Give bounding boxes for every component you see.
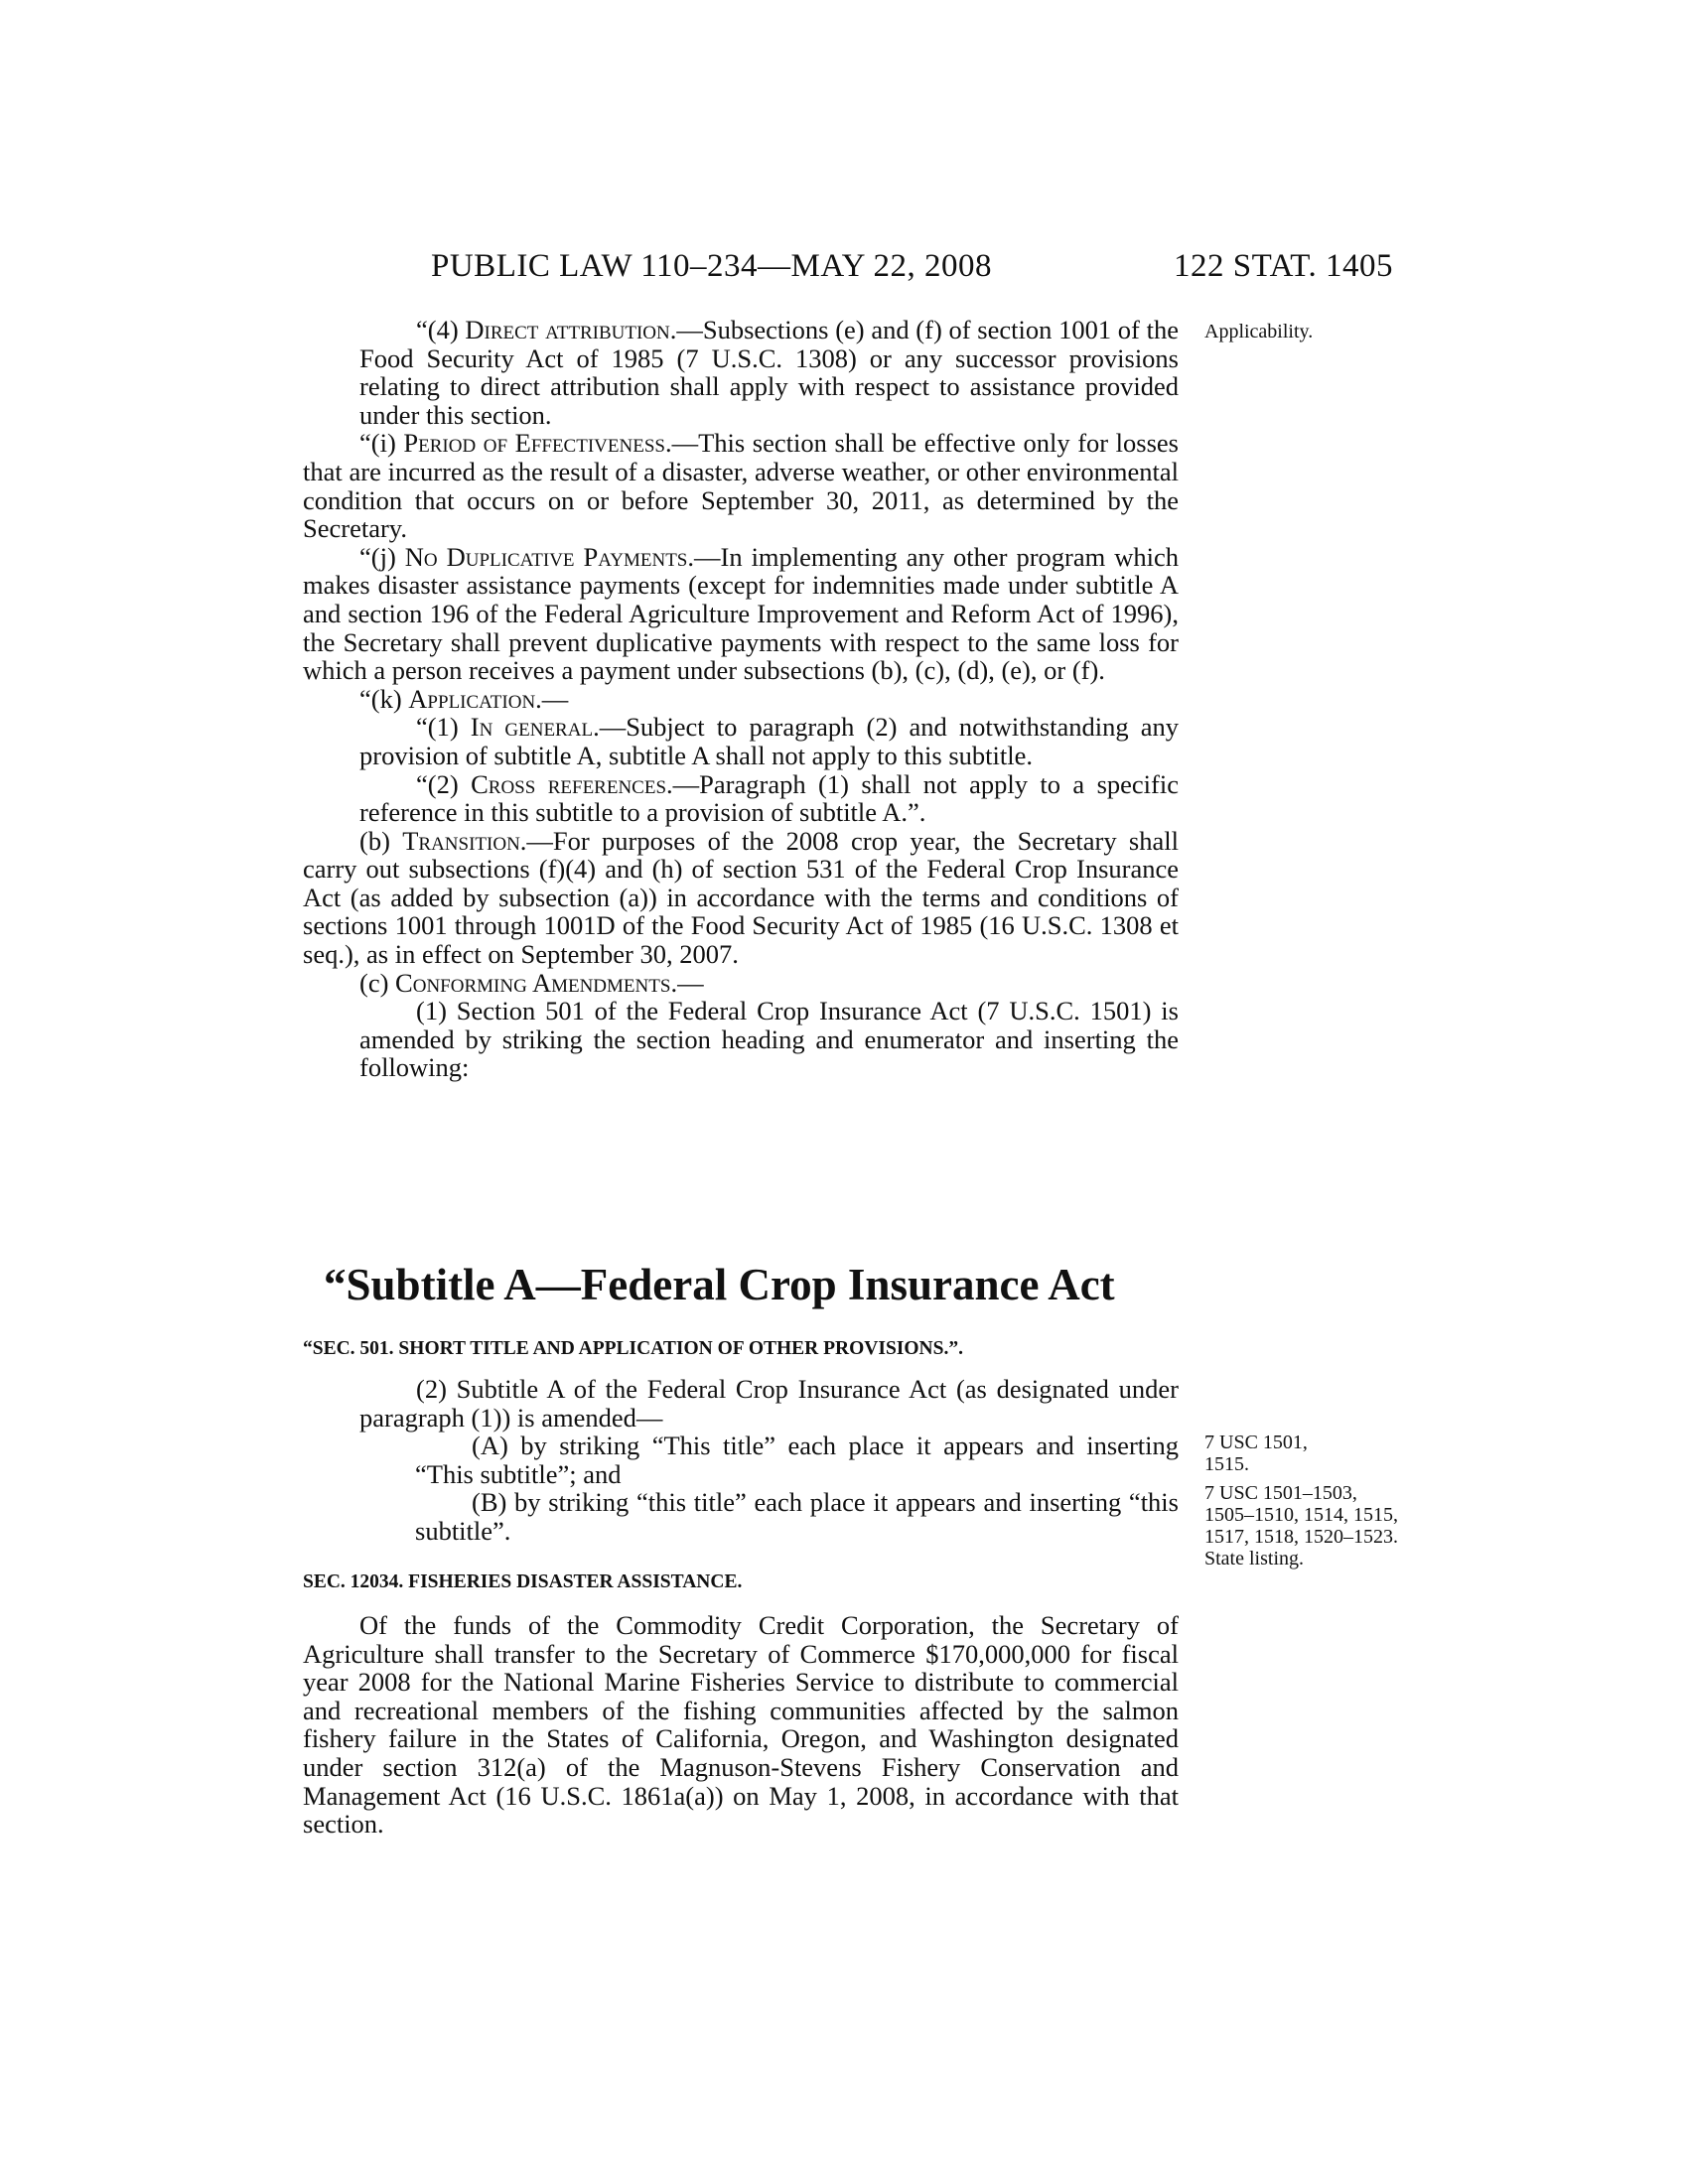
section-12034-heading: SEC. 12034. FISHERIES DISASTER ASSISTANCE. xyxy=(303,1571,743,1592)
paragraph-text: (B) by striking “this title” each place it appears and inserting “this subtitle”. xyxy=(415,1487,1179,1546)
subtitle-heading: “Subtitle A—Federal Crop Insurance Act xyxy=(324,1260,1115,1309)
paragraph-text: .—For purposes of the 2008 crop year, the Secretary shall carry out subsections (f)(4) and (h) of section 531 of the Federal Crop Insurance Act (as added by subsection (a)) in accordance with the terms and conditions of sections 1001 through 1001D of the Food Security Act of 1985 (16 U.S.C. 1308 et seq.), as in effect on September 30, 2007. xyxy=(303,825,1179,970)
paragraph-text: .— xyxy=(535,683,569,714)
paragraph-lead: “(2) xyxy=(416,768,472,799)
paragraph-text: (1) Section 501 of the Federal Crop Insurance Act (7 U.S.C. 1501) is amended by striking the section heading and enumerator and inserting the following: xyxy=(359,996,1179,1083)
margin-note-applicability: Applicability. xyxy=(1204,321,1314,342)
paragraph-text: (A) by striking “This title” each place it appears and inserting “This subtitle”; and xyxy=(415,1431,1179,1489)
paragraph xyxy=(303,316,1179,429)
paragraph xyxy=(303,969,1179,998)
running-header-title: PUBLIC LAW 110–234—MAY 22, 2008 xyxy=(431,248,993,284)
paragraph-lead: (c) xyxy=(359,967,396,998)
body-text-block-3 xyxy=(303,1611,1179,1839)
paragraph-heading: No Duplicative Payments xyxy=(404,541,688,572)
paragraph-text: .—Subsections (e) and (f) of section 1001 of the Food Security Act of 1985 (7 U.S.C. 1308) or any successor provisions relating to direct attribution shall apply with respect to assistance provided under this section. xyxy=(359,315,1179,430)
page-statute-number: 122 STAT. 1405 xyxy=(1174,248,1394,284)
paragraph-text: .—Paragraph (1) shall not apply to a specific reference in this subtitle to a provision of subtitle A.”. xyxy=(359,768,1179,828)
paragraph-heading: Conforming Amendments xyxy=(395,967,671,998)
paragraph-heading: Cross references xyxy=(471,768,667,799)
margin-note-usc-1501-1523: 7 USC 1501–1503, 1505–1510, 1514, 1515, 1517, 1518, 1520–1523. State listing. xyxy=(1204,1482,1398,1570)
paragraph-lead: “(1) xyxy=(416,712,471,743)
paragraph xyxy=(303,1432,1179,1488)
paragraph-text: .—In implementing any other program which makes disaster assistance payments (except for indemnities made under subtitle A and section 196 of the Federal Agriculture Improvement and Reform Act of 1996), the Secretary shall prevent duplicative payments with respect to the same loss for which a person receives a payment under subsections (b), (c), (d), (e), or (f). xyxy=(303,541,1179,686)
section-501-heading: “SEC. 501. SHORT TITLE AND APPLICATION OF OTHER PROVISIONS.”. xyxy=(303,1338,963,1359)
paragraph xyxy=(303,543,1179,685)
paragraph xyxy=(303,685,1179,714)
paragraph-heading: Transition xyxy=(402,825,520,856)
body-text-block-1 xyxy=(303,316,1179,1082)
paragraph xyxy=(303,1375,1179,1432)
paragraph-lead: (b) xyxy=(359,825,403,856)
paragraph-heading: In general xyxy=(470,712,594,743)
paragraph-heading: Application xyxy=(408,683,536,714)
paragraph xyxy=(303,713,1179,769)
paragraph-fisheries: Of the funds of the Commodity Credit Corporation, the Secretary of Agriculture shall transfer to the Secretary of Commerce $170,000,000 for fiscal year 2008 for the National Marine Fisheries Service to distribute to commercial and recreational members of the fishing communities affected by the salmon fishery failure in the States of California, Oregon, and Washington designated under section 312(a) of the Magnuson-Stevens Fishery Conservation and Management Act (16 U.S.C. 1861a(a)) on May 1, 2008, in accordance with that section. xyxy=(303,1610,1179,1840)
paragraph xyxy=(303,770,1179,827)
paragraph-text: .— xyxy=(670,967,704,998)
paragraph xyxy=(303,827,1179,969)
paragraph xyxy=(303,1488,1179,1545)
margin-note-usc-1501: 7 USC 1501, 1515. xyxy=(1204,1432,1308,1475)
paragraph-heading: Period of Effectiveness xyxy=(403,428,665,459)
paragraph-lead: “(k) xyxy=(359,683,409,714)
paragraph-text: (2) Subtitle A of the Federal Crop Insurance Act (as designated under paragraph (1)) is amended— xyxy=(359,1374,1179,1433)
paragraph-text: .—Subject to paragraph (2) and notwithstanding any provision of subtitle A, subtitle A shall not apply to this subtitle. xyxy=(359,712,1179,770)
paragraph-heading: Direct attribution xyxy=(465,315,670,344)
paragraph-lead: “(4) xyxy=(416,315,466,344)
paragraph xyxy=(303,997,1179,1082)
paragraph xyxy=(303,429,1179,542)
paragraph-text: .—This section shall be effective only for losses that are incurred as the result of a disaster, adverse weather, or other environmental condition that occurs on or before September 30, 2011, as determined by the Secretary. xyxy=(303,428,1179,544)
paragraph-lead: “(j) xyxy=(359,541,405,572)
paragraph-lead: “(i) xyxy=(359,428,404,459)
body-text-block-2 xyxy=(303,1375,1179,1546)
